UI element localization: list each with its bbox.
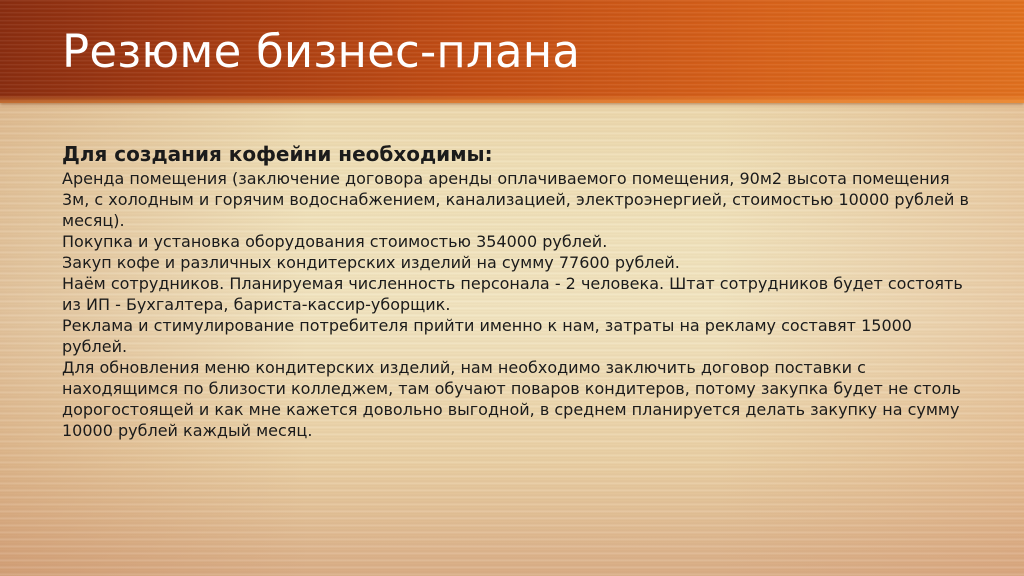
body-subheading: Для создания кофейни необходимы: [62,142,493,166]
slide-title: Резюме бизнес-плана [62,25,581,78]
slide-body [62,140,972,441]
paragraph-rent: Аренда помещения (заключение договора аренды оплачиваемого помещения, 90м2 высота помещения 3м, с холодным и горячим водоснабжением, канализацией, электроэнергией, стоимостью 10000 рублей в месяц). [62,169,969,230]
paragraph-equipment: Покупка и установка оборудования стоимостью 354000 рублей. [62,232,608,251]
paragraph-advertising: Реклама и стимулирование потребителя прийти именно к нам, затраты на рекламу составят 15000 рублей. [62,316,912,356]
title-banner [0,0,1024,103]
paragraph-staff: Наём сотрудников. Планируемая численность персонала - 2 человека. Штат сотрудников будет состоять из ИП - Бухгалтера, бариста-кассир-уборщик. [62,274,963,314]
paragraph-menu-update: Для обновления меню кондитерских изделий, нам необходимо заключить договор поставки с находящимся по близости колледжем, там обучают поваров кондитеров, потому закупка будет не столь дорогостоящей и как мне кажется довольно выгодной, в среднем планируется делать закупку на сумму 10000 рублей каждый месяц. [62,358,961,440]
paragraph-supplies: Закуп кофе и различных кондитерских изделий на сумму 77600 рублей. [62,253,680,272]
